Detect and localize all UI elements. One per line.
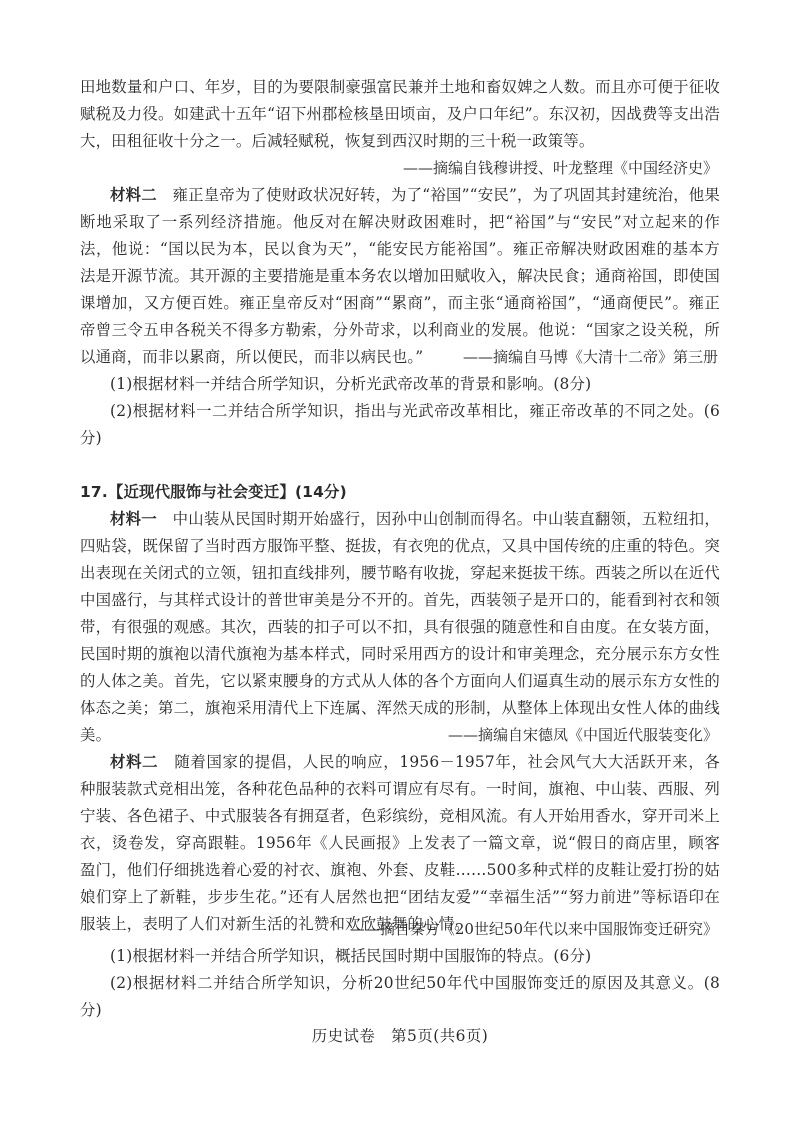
question-17-2: (2)根据材料二并结合所学知识，分析20世纪50年代中国服饰变迁的原因及其意义。(8分) bbox=[80, 974, 720, 1019]
q17-material-two-source: ——摘自秦方《20世纪50年代以来中国服饰变迁研究》 bbox=[349, 920, 718, 938]
material-two-source: ——摘编自马博《大清十二帝》第三册 bbox=[462, 348, 718, 366]
question-16-2: (2)根据材料一二并结合所学知识，指出与光武帝改革相比，雍正帝改革的不同之处。(6分) bbox=[80, 402, 720, 447]
material-two-label: 材料二 bbox=[110, 186, 157, 204]
q17-material-two-label: 材料二 bbox=[110, 753, 159, 771]
q17-material-one-source: ——摘编自宋德凤《中国近代服装变化》 bbox=[447, 726, 718, 744]
question-17-heading: 17.【近现代服饰与社会变迁】(14分) bbox=[80, 483, 347, 501]
q17-material-one-label: 材料一 bbox=[110, 510, 157, 528]
page-footer: 历史试卷 第5页(共6页) bbox=[311, 1027, 489, 1045]
question-16-1: (1)根据材料一并结合所学知识，分析光武帝改革的背景和影响。(8分) bbox=[110, 375, 592, 393]
question-17-1: (1)根据材料一并结合所学知识，概括民国时期中国服饰的特点。(6分) bbox=[110, 947, 592, 965]
material-two-paragraph bbox=[80, 182, 720, 371]
q17-material-two-text: 随着国家的提倡，人民的响应，1956－1957年，社会风气大大活跃开来，各种服装款式竞相出笼，各种花色品种的衣料可谓应有尽有。一时间，旗袍、中山装、西服、列宁装、各色裙子、中式服装各有拥趸者，色彩缤纷，竞相风流。有人开始用香水，穿开司米上衣，烫卷发，穿高跟鞋。1956年《人民画报》上发表了一篇文章，说“假日的商店里，顾客盈门，他们仔细挑选着心爱的衬衣、旗袍、外套、皮鞋……500多种式样的皮鞋让爱打扮的姑娘们穿上了新鞋，步步生花。”还有人居然也把“团结友爱”“幸福生活”“努力前进”等标语印在服装上，表明了人们对新生活的礼赞和欢欣鼓舞的心情。 bbox=[80, 753, 720, 933]
material-one-source: ——摘编自钱穆讲授、叶龙整理《中国经济史》 bbox=[402, 159, 718, 177]
q17-material-one-paragraph bbox=[80, 506, 720, 749]
material-two-text: 雍正皇帝为了使财政状况好转，为了“裕国”“安民”，为了巩固其封建统治，他果断地采取了一系列经济措施。他反对在解决财政困难时，把“裕国”与“安民”对立起来的作法，他说：“国以民为本，民以食为天”，“能安民方能裕国”。雍正帝解决财政困难的基本方法是开源节流。其开源的主要措施是重本务农以增加田赋收入，解决民食；通商裕国，即使国课增加，又方便百姓。雍正皇帝反对“困商”“累商”，而主张“通商裕国”，“通商便民”。雍正帝曾三令五申各税关不得多方勒索，分外苛求，以利商业的发展。他说：“国家之设关税，所以通商，而非以累商，所以便民，而非以病民也。” bbox=[80, 186, 721, 366]
q17-material-one-text: 中山装从民国时期开始盛行，因孙中山创制而得名。中山装直翻领，五粒纽扣，四贴袋，既保留了当时西方服饰平整、挺拔，有衣兜的优点，又具中国传统的庄重的特色。突出表现在关闭式的立领，钮扣直线排列，腰节略有收拢，穿起来挺拔干练。西装之所以在近代中国盛行，与其样式设计的普世审美是分不开的。首先，西装领子是开口的，能看到衬衣和领带，有很强的观感。其次，西装的扣子可以不扣，具有很强的随意性和自由度。在女装方面，民国时期的旗袍以清代旗袍为基本样式，同时采用西方的设计和审美理念，充分展示东方女性的人体之美。首先，它以紧束腰身的方式从人体的各个方面向人们逼真生动的展示东方女性的体态之美；第二，旗袍采用清代上下连属、浑然天成的形制，从整体上体现出女性人体的曲线美。 bbox=[80, 510, 720, 744]
q17-material-two-paragraph bbox=[80, 749, 720, 938]
material-one-continuation: 田地数量和户口、年岁，目的为要限制豪强富民兼并土地和畜奴婢之人数。而且亦可便于征收赋税及力役。如建武十五年“诏下州郡检核垦田顷亩，及户口年纪”。东汉初，因战费等支出浩大，田租征收十分之一。后减轻赋税，恢复到西汉时期的三十税一政策等。 bbox=[80, 78, 720, 150]
